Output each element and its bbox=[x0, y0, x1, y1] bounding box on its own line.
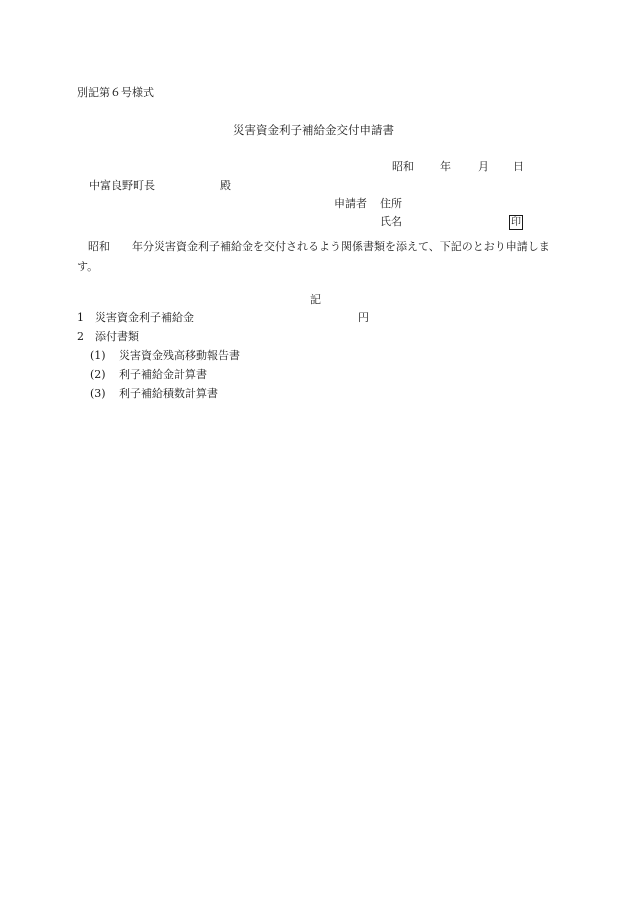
date-month-unit: 月 bbox=[478, 160, 489, 173]
seal-stamp-box: 印 bbox=[511, 217, 521, 228]
attachment-label: 利子補給金計算書 bbox=[119, 368, 207, 381]
item-number: 2 bbox=[77, 330, 84, 343]
request-paragraph: 昭和 年分災害資金利子補給金を交付されるよう関係書類を添えて、下記のとおり申請します。 bbox=[77, 240, 550, 273]
applicant-label: 申請者 bbox=[334, 197, 367, 210]
addressee-honorific: 殿 bbox=[220, 179, 231, 192]
attachment-number: (2) bbox=[90, 368, 106, 381]
name-label: 氏名 bbox=[380, 215, 402, 228]
address-label: 住所 bbox=[380, 197, 402, 210]
date-year-unit: 年 bbox=[440, 160, 451, 173]
item-number: 1 bbox=[77, 311, 84, 324]
attachment-label: 利子補給積数計算書 bbox=[119, 387, 218, 400]
ki-heading: 記 bbox=[310, 293, 321, 306]
form-number: 別記第６号様式 bbox=[77, 86, 154, 99]
item-unit: 円 bbox=[358, 311, 369, 324]
attachment-number: (1) bbox=[90, 349, 106, 362]
addressee-name: 中富良野町長 bbox=[89, 179, 155, 192]
date-day-unit: 日 bbox=[513, 160, 524, 173]
date-era: 昭和 bbox=[392, 160, 414, 173]
attachment-number: (3) bbox=[90, 387, 106, 400]
item-label: 災害資金利子補給金 bbox=[95, 311, 194, 324]
attachment-label: 災害資金残高移動報告書 bbox=[119, 349, 240, 362]
item-label: 添付書類 bbox=[95, 330, 139, 343]
form-title: 災害資金利子補給金交付申請書 bbox=[233, 123, 394, 137]
